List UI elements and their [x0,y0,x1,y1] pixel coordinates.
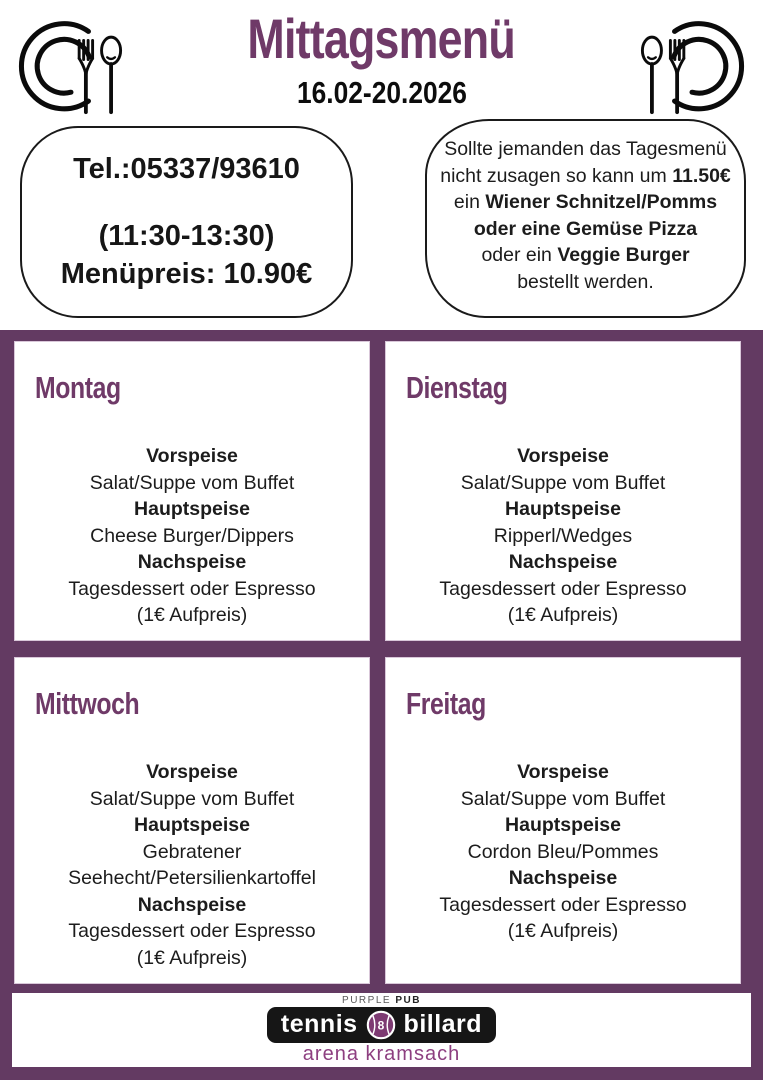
arena-subtitle: arena kramsach [302,1043,461,1065]
day-card-freitag [385,657,741,984]
phone-number: Tel.:05337/93610 [73,153,300,185]
brand-pub-label: PUB [395,995,421,1006]
page-title: Mittagsmenü [247,7,516,70]
course-label: Vorspeise [517,445,609,467]
notice-line [427,163,744,190]
course-item: Salat/Suppe vom Buffet [460,471,666,494]
tennis-billard-logo [267,1007,496,1043]
notice-line [427,269,744,296]
notice-line [427,242,744,269]
course-item: Salat/Suppe vom Buffet [460,787,666,810]
notice-segment: nicht zusagen so kann um [440,164,673,187]
alternative-menu-notice [425,119,746,318]
course-label: Hauptspeise [505,498,621,520]
course-item: Gebratener [142,840,242,863]
day-card-dienstag [385,341,741,641]
day-heading: Mittwoch [35,686,140,721]
day-menu-lines [15,443,369,629]
brand-purple-label: PURPLE [342,995,392,1006]
notice-segment: bestellt werden. [517,270,654,293]
logo-tennis-label: tennis [280,1009,358,1038]
course-item: Tagesdessert oder Espresso [439,577,687,600]
course-item: (1€ Aufpreis) [507,604,619,626]
course-label: Hauptspeise [505,814,621,836]
course-item: Tagesdessert oder Espresso [68,577,316,600]
brand-top-label [342,995,421,1006]
day-menu-lines [386,759,740,945]
day-card-mittwoch [14,657,370,984]
notice-line [427,189,744,216]
day-menu-lines [386,443,740,629]
course-label: Vorspeise [146,761,238,783]
contact-box [20,126,353,318]
course-item: Tagesdessert oder Espresso [68,920,316,942]
course-item: Salat/Suppe vom Buffet [89,471,295,494]
day-heading: Dienstag [406,370,508,405]
notice-segment: Veggie Burger [557,244,690,266]
notice-segment: 11.50€ [672,164,731,187]
day-heading: Freitag [406,686,486,721]
course-item: Ripperl/Wedges [493,524,633,547]
course-item: Salat/Suppe vom Buffet [89,787,295,810]
course-label: Vorspeise [517,761,609,783]
course-item: Cheese Burger/Dippers [90,524,294,547]
course-label: Vorspeise [146,445,238,467]
menu-price: Menüpreis: 10.90€ [60,258,313,290]
course-label: Nachspeise [508,551,618,573]
notice-segment: Wiener Schnitzel/Pomms [485,191,718,213]
logo-billard-label: billard [403,1009,483,1038]
header [0,7,763,111]
course-item: (1€ Aufpreis) [136,604,248,626]
notice-segment: oder eine Gemüse Pizza [473,217,698,240]
notice-segment: Sollte jemanden das Tagesmenü [444,138,727,160]
notice-segment: oder ein [481,244,558,266]
course-item: Cordon Bleu/Pommes [467,840,659,863]
eight-ball-icon [365,1009,397,1041]
course-item: (1€ Aufpreis) [136,946,248,969]
course-label: Hauptspeise [134,814,250,836]
opening-hours: (11:30-13:30) [98,220,275,252]
day-card-montag [14,341,370,641]
day-heading: Montag [35,370,121,405]
course-label: Nachspeise [508,867,618,889]
course-label: Nachspeise [137,893,247,916]
course-item: Tagesdessert oder Espresso [439,893,687,916]
eight-ball-number: 8 [377,1018,384,1033]
course-item: (1€ Aufpreis) [507,920,619,942]
notice-line [427,216,744,243]
date-range: 16.02-20.2026 [296,74,467,110]
notice-line [427,136,744,163]
day-menu-lines [15,759,369,971]
notice-segment: ein [453,191,486,213]
course-item: Seehecht/Petersilienkartoffel [68,867,316,889]
course-label: Nachspeise [137,551,247,573]
footer-logo-bar [12,993,751,1067]
course-label: Hauptspeise [134,498,250,520]
